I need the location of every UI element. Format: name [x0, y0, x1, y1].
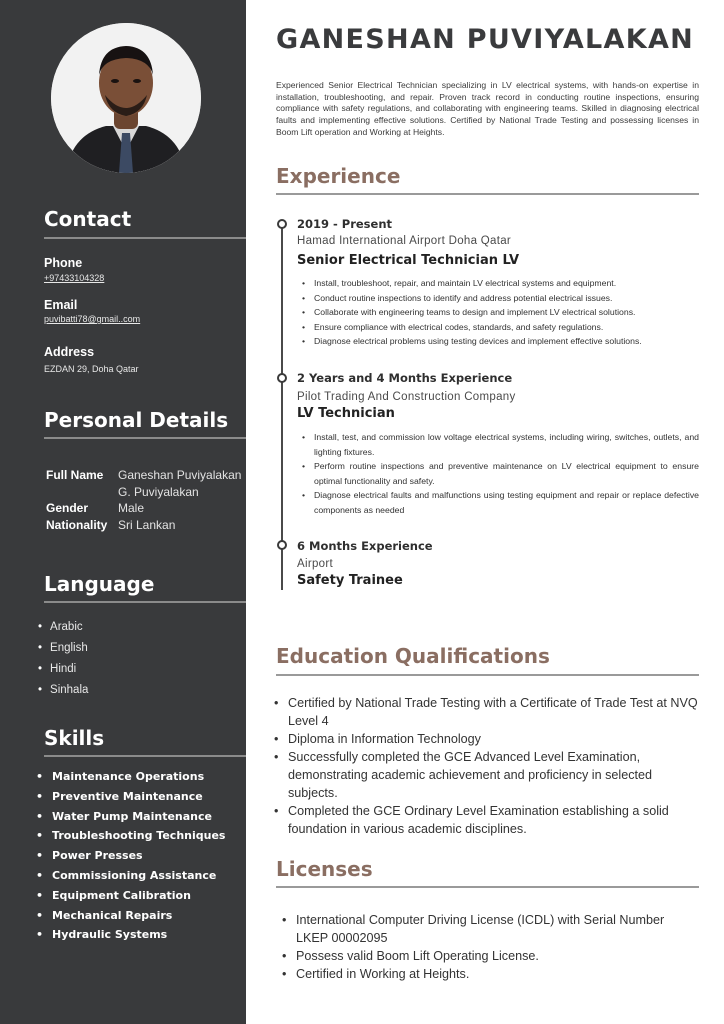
license-item: • Possess valid Boom Lift Operating License. [282, 947, 699, 965]
licenses-divider [276, 886, 699, 888]
job-date: 6 Months Experience [297, 539, 433, 553]
skills-divider [44, 755, 246, 757]
timeline-marker [277, 540, 287, 550]
job-duty: • Diagnose electrical problems using testing devices and implement effective solutions. [300, 334, 699, 349]
licenses-list [282, 911, 699, 983]
job-date: 2019 - Present [297, 217, 393, 231]
profile-photo [51, 23, 201, 173]
email-link[interactable]: puvibatti78@gmail..com [44, 314, 141, 324]
language-heading: Language [44, 572, 155, 596]
candidate-name: GANESHAN PUVIYALAKAN [276, 24, 695, 55]
job-duties [300, 276, 699, 349]
language-item: • Hindi [38, 661, 88, 682]
language-item: • Arabic [38, 619, 88, 640]
skill-item: • Hydraulic Systems [36, 927, 225, 947]
skills-list [36, 769, 225, 947]
personal-label: Nationality [46, 517, 108, 532]
personal-row [46, 500, 241, 517]
personal-label: Gender [46, 501, 89, 515]
job-duty: • Ensure compliance with electrical codes, standards, and safety regulations. [300, 320, 699, 335]
education-list [274, 694, 699, 838]
personal-value: G. Puviyalakan [118, 484, 199, 499]
address-label: Address [44, 345, 95, 359]
phone-link[interactable]: +97433104328 [44, 273, 105, 283]
personal-row [46, 484, 241, 501]
sidebar [0, 0, 246, 1024]
skill-item: • Preventive Maintenance [36, 789, 225, 809]
personal-row [46, 467, 241, 484]
language-list [38, 619, 88, 703]
licenses-heading: Licenses [276, 857, 373, 881]
email-label: Email [44, 298, 78, 312]
job-duties [300, 430, 699, 517]
timeline-marker [277, 373, 287, 383]
job-duty: • Diagnose electrical faults and malfunctions using testing equipment and repair or replace defective components as needed [300, 488, 699, 517]
timeline-line [281, 224, 283, 590]
address-value: EZDAN 29, Doha Qatar [44, 364, 139, 374]
experience-divider [276, 193, 699, 195]
education-heading: Education Qualifications [276, 644, 550, 668]
skill-item: • Commissioning Assistance [36, 868, 225, 888]
job-duty: • Install, troubleshoot, repair, and maintain LV electrical systems and equipment. [300, 276, 699, 291]
language-divider [44, 601, 246, 603]
phone-label: Phone [44, 256, 83, 270]
job-title: LV Technician [297, 406, 395, 421]
personal-value: Sri Lankan [118, 517, 176, 532]
job-duty: • Conduct routine inspections to identify and address potential electrical issues. [300, 291, 699, 306]
job-title: Safety Trainee [297, 573, 403, 588]
job-title: Senior Electrical Technician LV [297, 253, 520, 268]
job-duty: • Perform routine inspections and preventive maintenance on LV electrical equipment to ensure optimal functionality and safety. [300, 459, 699, 488]
job-company: Airport [297, 558, 333, 570]
personal-label: Full Name [46, 468, 104, 482]
education-item: • Completed the GCE Ordinary Level Examination establishing a solid foundation in various academic disciplines. [274, 802, 699, 838]
personal-details-divider [44, 437, 246, 439]
personal-details-heading: Personal Details [44, 408, 229, 432]
contact-heading: Contact [44, 207, 132, 231]
job-duty: • Install, test, and commission low voltage electrical systems, including wiring, switches, outlets, and lighting fixtures. [300, 430, 699, 459]
personal-value: Ganeshan Puviyalakan [118, 468, 242, 482]
job-company: Hamad International Airport Doha Qatar [297, 235, 512, 247]
skills-heading: Skills [44, 726, 105, 750]
language-item: • Sinhala [38, 682, 88, 703]
job-duty: • Collaborate with engineering teams to design and implement LV electrical solutions. [300, 305, 699, 320]
profile-summary: Experienced Senior Electrical Technician specializing in LV electrical systems, with hands-on expertise in installation, troubleshooting, and repair. Proven track record in conducting routine inspections, ensuring compliance with safety regulations, and collaborating with engineering teams. Skilled in diagnosing electrical faults and implementing effective solutions. Certified by National Trade Testing and possessing licenses in Boom Lift operation and Working at Heights. [276, 80, 699, 137]
timeline-marker [277, 219, 287, 229]
personal-details [46, 467, 241, 533]
skill-item: • Troubleshooting Techniques [36, 828, 225, 848]
education-item: • Diploma in Information Technology [274, 730, 699, 748]
education-divider [276, 674, 699, 676]
personal-value: Male [118, 501, 145, 515]
contact-divider [44, 237, 246, 239]
skill-item: • Maintenance Operations [36, 769, 225, 789]
skill-item: • Power Presses [36, 848, 225, 868]
language-item: • English [38, 640, 88, 661]
license-item: • International Computer Driving License (ICDL) with Serial Number LKEP 00002095 [282, 911, 699, 947]
education-item: • Successfully completed the GCE Advanced Level Examination, demonstrating academic achievement and proficiency in selected subjects. [274, 748, 699, 802]
personal-row [46, 517, 241, 534]
education-item: • Certified by National Trade Testing with a Certificate of Trade Test at NVQ Level 4 [274, 694, 699, 730]
license-item: • Certified in Working at Heights. [282, 965, 699, 983]
job-company: Pilot Trading And Construction Company [297, 391, 516, 403]
personal-label [46, 484, 118, 501]
skill-item: • Equipment Calibration [36, 888, 225, 908]
job-date: 2 Years and 4 Months Experience [297, 371, 513, 385]
skill-item: • Water Pump Maintenance [36, 809, 225, 829]
experience-heading: Experience [276, 164, 401, 188]
skill-item: • Mechanical Repairs [36, 908, 225, 928]
